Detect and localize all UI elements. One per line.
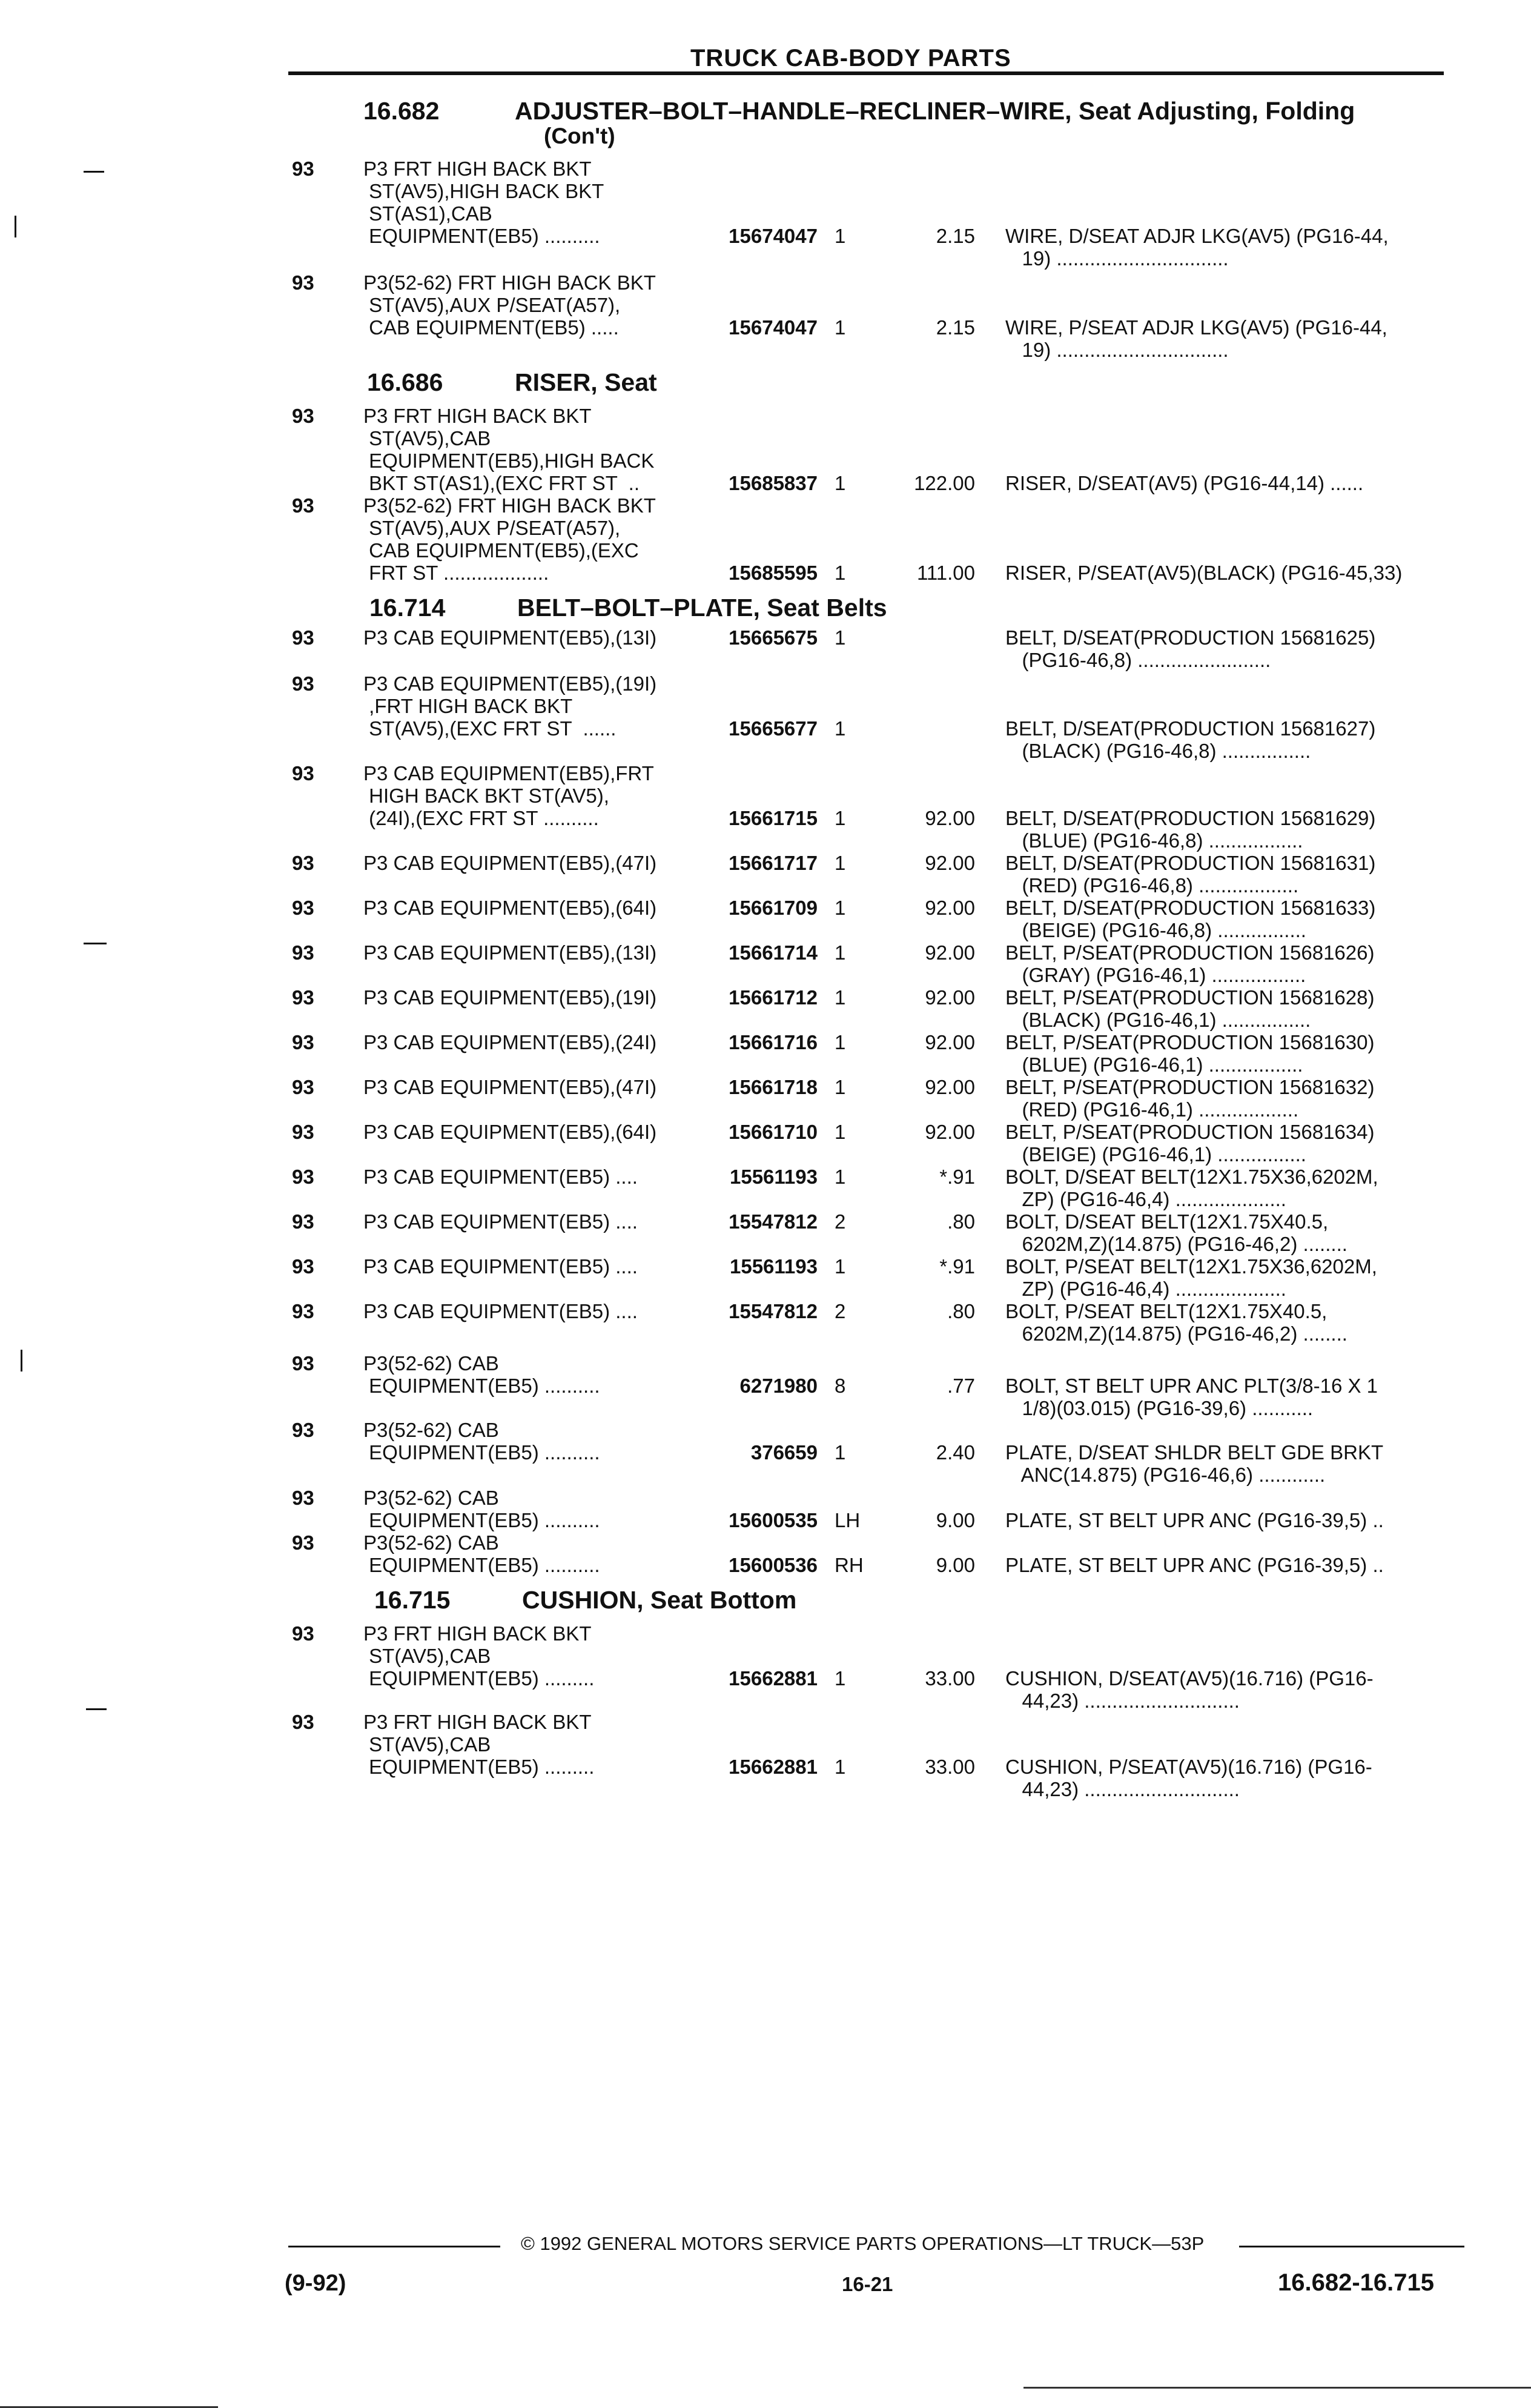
quantity: RH bbox=[835, 1554, 864, 1576]
model-year: 93 bbox=[292, 762, 314, 784]
part-name: BELT, D/SEAT(PRODUCTION 15681627) (BLACK) (PG16-46,8) ................ bbox=[1005, 717, 1376, 762]
quantity: 1 bbox=[835, 1756, 846, 1778]
header-rule bbox=[288, 71, 1444, 75]
usage-description: P3 CAB EQUIPMENT(EB5),(64I) bbox=[363, 1121, 657, 1143]
part-number: 15661710 bbox=[729, 1121, 818, 1143]
price: 122.00 bbox=[914, 472, 975, 494]
model-year: 93 bbox=[292, 1210, 314, 1233]
quantity: 1 bbox=[835, 1031, 846, 1053]
model-year: 93 bbox=[292, 1419, 314, 1441]
footer-section-range: 16.682-16.715 bbox=[1278, 2269, 1435, 2296]
section-heading bbox=[369, 594, 887, 622]
part-name: BELT, P/SEAT(PRODUCTION 15681626) (GRAY) (PG16-46,1) ................. bbox=[1005, 941, 1375, 986]
part-name: PLATE, D/SEAT SHLDR BELT GDE BRKT ANC(14.875) (PG16-46,6) ............ bbox=[1005, 1441, 1384, 1486]
usage-description: P3 CAB EQUIPMENT(EB5),(64I) bbox=[363, 897, 657, 919]
section-title: BELT–BOLT–PLATE, Seat Belts bbox=[517, 594, 887, 622]
part-number: 15561193 bbox=[729, 1166, 818, 1188]
part-number: 15661717 bbox=[729, 852, 818, 874]
part-number: 15661715 bbox=[729, 807, 818, 829]
usage-description: P3 FRT HIGH BACK BKT ST(AV5),HIGH BACK BKT ST(AS1),CAB EQUIPMENT(EB5) .......... bbox=[363, 158, 604, 247]
price: .80 bbox=[947, 1300, 975, 1322]
part-name: BELT, P/SEAT(PRODUCTION 15681634) (BEIGE) (PG16-46,1) ................ bbox=[1005, 1121, 1375, 1166]
quantity: 1 bbox=[835, 1441, 846, 1464]
usage-description: P3 CAB EQUIPMENT(EB5),(19I) ,FRT HIGH BACK BKT ST(AV5),(EXC FRT ST ...... bbox=[363, 672, 657, 740]
page-header-title: TRUCK CAB-BODY PARTS bbox=[690, 45, 1011, 71]
section-heading bbox=[367, 368, 657, 397]
part-number: 15600535 bbox=[729, 1509, 818, 1531]
usage-description: P3(52-62) FRT HIGH BACK BKT ST(AV5),AUX P/SEAT(A57), CAB EQUIPMENT(EB5),(EXC FRT ST ................... bbox=[363, 494, 656, 584]
quantity: 1 bbox=[835, 1076, 846, 1098]
usage-description: P3 CAB EQUIPMENT(EB5),(13I) bbox=[363, 941, 657, 964]
quantity: 1 bbox=[835, 626, 846, 649]
part-number: 15547812 bbox=[729, 1210, 818, 1233]
quantity: 1 bbox=[835, 941, 846, 964]
part-name: RISER, D/SEAT(AV5) (PG16-44,14) ...... bbox=[1005, 472, 1364, 494]
part-number: 376659 bbox=[750, 1441, 818, 1464]
usage-description: P3 CAB EQUIPMENT(EB5),(47I) bbox=[363, 852, 657, 874]
section-continued: (Con't) bbox=[544, 124, 615, 148]
part-name: BELT, P/SEAT(PRODUCTION 15681632) (RED) (PG16-46,1) .................. bbox=[1005, 1076, 1375, 1121]
part-name: BELT, P/SEAT(PRODUCTION 15681628) (BLACK) (PG16-46,1) ................ bbox=[1005, 986, 1375, 1031]
quantity: 1 bbox=[835, 897, 846, 919]
part-number: 15685837 bbox=[729, 472, 818, 494]
usage-description: P3 CAB EQUIPMENT(EB5),(19I) bbox=[363, 986, 657, 1009]
usage-description: P3 FRT HIGH BACK BKT ST(AV5),CAB EQUIPMENT(EB5) ......... bbox=[363, 1711, 595, 1778]
usage-description: P3 CAB EQUIPMENT(EB5),(13I) bbox=[363, 626, 657, 649]
model-year: 93 bbox=[292, 1531, 314, 1554]
part-name: RISER, P/SEAT(AV5)(BLACK) (PG16-45,33) bbox=[1005, 562, 1403, 584]
quantity: 1 bbox=[835, 1667, 846, 1690]
model-year: 93 bbox=[292, 941, 314, 964]
price: .77 bbox=[947, 1375, 975, 1397]
price: 92.00 bbox=[925, 986, 975, 1009]
quantity: 1 bbox=[835, 316, 846, 339]
usage-description: P3 CAB EQUIPMENT(EB5),(47I) bbox=[363, 1076, 657, 1098]
part-name: BELT, D/SEAT(PRODUCTION 15681631) (RED) (PG16-46,8) .................. bbox=[1005, 852, 1376, 897]
model-year: 93 bbox=[292, 1711, 314, 1733]
quantity: 1 bbox=[835, 472, 846, 494]
section-number: 16.715 bbox=[374, 1586, 451, 1614]
part-name: BELT, P/SEAT(PRODUCTION 15681630) (BLUE) (PG16-46,1) ................. bbox=[1005, 1031, 1375, 1076]
scan-edge-line bbox=[1023, 2387, 1531, 2389]
model-year: 93 bbox=[292, 1487, 314, 1509]
part-name: PLATE, ST BELT UPR ANC (PG16-39,5) .. bbox=[1005, 1509, 1384, 1531]
usage-description: P3(52-62) CAB EQUIPMENT(EB5) .......... bbox=[363, 1419, 600, 1464]
price: 2.15 bbox=[936, 316, 975, 339]
model-year: 93 bbox=[292, 672, 314, 695]
part-name: PLATE, ST BELT UPR ANC (PG16-39,5) .. bbox=[1005, 1554, 1384, 1576]
footer-rule bbox=[1239, 2246, 1464, 2247]
section-number: 16.682 bbox=[363, 97, 440, 125]
part-name: BELT, D/SEAT(PRODUCTION 15681625) (PG16-46,8) ........................ bbox=[1005, 626, 1376, 671]
section-title: CUSHION, Seat Bottom bbox=[522, 1586, 797, 1614]
section-title: ADJUSTER–BOLT–HANDLE–RECLINER–WIRE, Seat Adjusting, Folding bbox=[515, 97, 1355, 125]
part-name: BELT, D/SEAT(PRODUCTION 15681629) (BLUE) (PG16-46,8) ................. bbox=[1005, 807, 1376, 852]
model-year: 93 bbox=[292, 626, 314, 649]
model-year: 93 bbox=[292, 986, 314, 1009]
part-number: 15661716 bbox=[729, 1031, 818, 1053]
usage-description: P3(52-62) CAB EQUIPMENT(EB5) .......... bbox=[363, 1352, 600, 1397]
binder-hole-mark bbox=[15, 216, 16, 237]
section-heading bbox=[374, 1586, 796, 1614]
usage-description: P3(52-62) FRT HIGH BACK BKT ST(AV5),AUX P/SEAT(A57), CAB EQUIPMENT(EB5) ..... bbox=[363, 271, 656, 339]
section-title: RISER, Seat bbox=[515, 368, 657, 396]
quantity: 1 bbox=[835, 1255, 846, 1278]
quantity: 1 bbox=[835, 225, 846, 247]
price: 2.40 bbox=[936, 1441, 975, 1464]
price: 92.00 bbox=[925, 941, 975, 964]
part-number: 15547812 bbox=[729, 1300, 818, 1322]
price: 92.00 bbox=[925, 1031, 975, 1053]
usage-description: P3 CAB EQUIPMENT(EB5) .... bbox=[363, 1166, 638, 1188]
quantity: 2 bbox=[835, 1300, 846, 1322]
part-number: 15685595 bbox=[729, 562, 818, 584]
model-year: 93 bbox=[292, 1300, 314, 1322]
quantity: 1 bbox=[835, 717, 846, 740]
part-number: 15674047 bbox=[729, 225, 818, 247]
part-number: 15661709 bbox=[729, 897, 818, 919]
part-number: 15600536 bbox=[729, 1554, 818, 1576]
part-number: 15662881 bbox=[729, 1756, 818, 1778]
usage-description: P3(52-62) CAB EQUIPMENT(EB5) .......... bbox=[363, 1487, 600, 1531]
footer-rule bbox=[288, 2246, 500, 2247]
quantity: 2 bbox=[835, 1210, 846, 1233]
binder-hole-mark bbox=[84, 171, 104, 173]
price: 33.00 bbox=[925, 1667, 975, 1690]
part-number: 15665675 bbox=[729, 626, 818, 649]
part-number: 6271980 bbox=[739, 1375, 818, 1397]
part-name: BOLT, D/SEAT BELT(12X1.75X40.5, 6202M,Z)(14.875) (PG16-46,2) ........ bbox=[1005, 1210, 1347, 1255]
footer-date: (9-92) bbox=[285, 2270, 346, 2296]
part-number: 15661714 bbox=[729, 941, 818, 964]
section-number: 16.714 bbox=[369, 594, 446, 622]
model-year: 93 bbox=[292, 1031, 314, 1053]
part-name: CUSHION, P/SEAT(AV5)(16.716) (PG16- 44,23) ............................ bbox=[1005, 1756, 1372, 1800]
price: *.91 bbox=[939, 1255, 975, 1278]
part-name: WIRE, D/SEAT ADJR LKG(AV5) (PG16-44, 19) ............................... bbox=[1005, 225, 1389, 270]
part-name: BOLT, ST BELT UPR ANC PLT(3/8-16 X 1 1/8)(03.015) (PG16-39,6) ........... bbox=[1005, 1375, 1378, 1419]
model-year: 93 bbox=[292, 158, 314, 180]
quantity: 1 bbox=[835, 807, 846, 829]
model-year: 93 bbox=[292, 1622, 314, 1645]
model-year: 93 bbox=[292, 1121, 314, 1143]
part-name: BOLT, D/SEAT BELT(12X1.75X36,6202M, ZP) (PG16-46,4) .................... bbox=[1005, 1166, 1378, 1210]
model-year: 93 bbox=[292, 1352, 314, 1375]
model-year: 93 bbox=[292, 1076, 314, 1098]
quantity: LH bbox=[835, 1509, 861, 1531]
part-name: BOLT, P/SEAT BELT(12X1.75X36,6202M, ZP) (PG16-46,4) .................... bbox=[1005, 1255, 1377, 1300]
price: 92.00 bbox=[925, 1121, 975, 1143]
part-number: 15665677 bbox=[729, 717, 818, 740]
quantity: 1 bbox=[835, 562, 846, 584]
usage-description: P3(52-62) CAB EQUIPMENT(EB5) .......... bbox=[363, 1531, 600, 1576]
part-number: 15561193 bbox=[729, 1255, 818, 1278]
price: 92.00 bbox=[925, 852, 975, 874]
quantity: 1 bbox=[835, 852, 846, 874]
part-number: 15662881 bbox=[729, 1667, 818, 1690]
model-year: 93 bbox=[292, 852, 314, 874]
part-number: 15661712 bbox=[729, 986, 818, 1009]
quantity: 1 bbox=[835, 986, 846, 1009]
quantity: 1 bbox=[835, 1121, 846, 1143]
price: 92.00 bbox=[925, 897, 975, 919]
footer-copyright: © 1992 GENERAL MOTORS SERVICE PARTS OPERATIONS—LT TRUCK—53P bbox=[521, 2233, 1205, 2254]
binder-hole-mark bbox=[84, 943, 107, 944]
quantity: 8 bbox=[835, 1375, 846, 1397]
price: 9.00 bbox=[936, 1554, 975, 1576]
part-name: BELT, D/SEAT(PRODUCTION 15681633) (BEIGE) (PG16-46,8) ................ bbox=[1005, 897, 1376, 941]
model-year: 93 bbox=[292, 897, 314, 919]
quantity: 1 bbox=[835, 1166, 846, 1188]
model-year: 93 bbox=[292, 1166, 314, 1188]
price: 111.00 bbox=[916, 562, 975, 584]
usage-description: P3 CAB EQUIPMENT(EB5) .... bbox=[363, 1210, 638, 1233]
part-name: CUSHION, D/SEAT(AV5)(16.716) (PG16- 44,23) ............................ bbox=[1005, 1667, 1374, 1712]
usage-description: P3 CAB EQUIPMENT(EB5),(24I) bbox=[363, 1031, 657, 1053]
usage-description: P3 FRT HIGH BACK BKT ST(AV5),CAB EQUIPMENT(EB5) ......... bbox=[363, 1622, 595, 1690]
section-number: 16.686 bbox=[367, 368, 443, 396]
part-name: WIRE, P/SEAT ADJR LKG(AV5) (PG16-44, 19) ............................... bbox=[1005, 316, 1387, 361]
price: 33.00 bbox=[925, 1756, 975, 1778]
price: .80 bbox=[947, 1210, 975, 1233]
part-name: BOLT, P/SEAT BELT(12X1.75X40.5, 6202M,Z)(14.875) (PG16-46,2) ........ bbox=[1005, 1300, 1347, 1345]
price: 2.15 bbox=[936, 225, 975, 247]
model-year: 93 bbox=[292, 1255, 314, 1278]
model-year: 93 bbox=[292, 405, 314, 427]
price: 92.00 bbox=[925, 807, 975, 829]
usage-description: P3 CAB EQUIPMENT(EB5) .... bbox=[363, 1255, 638, 1278]
footer-page-number: 16-21 bbox=[842, 2273, 893, 2295]
usage-description: P3 FRT HIGH BACK BKT ST(AV5),CAB EQUIPMENT(EB5),HIGH BACK BKT ST(AS1),(EXC FRT ST .. bbox=[363, 405, 655, 494]
price: 9.00 bbox=[936, 1509, 975, 1531]
part-number: 15661718 bbox=[729, 1076, 818, 1098]
model-year: 93 bbox=[292, 271, 314, 294]
usage-description: P3 CAB EQUIPMENT(EB5) .... bbox=[363, 1300, 638, 1322]
binder-hole-mark bbox=[21, 1350, 22, 1371]
model-year: 93 bbox=[292, 494, 314, 517]
part-number: 15674047 bbox=[729, 316, 818, 339]
binder-hole-mark bbox=[86, 1708, 107, 1710]
price: *.91 bbox=[939, 1166, 975, 1188]
section-heading bbox=[363, 97, 1355, 125]
usage-description: P3 CAB EQUIPMENT(EB5),FRT HIGH BACK BKT ST(AV5), (24I),(EXC FRT ST .......... bbox=[363, 762, 654, 829]
price: 92.00 bbox=[925, 1076, 975, 1098]
